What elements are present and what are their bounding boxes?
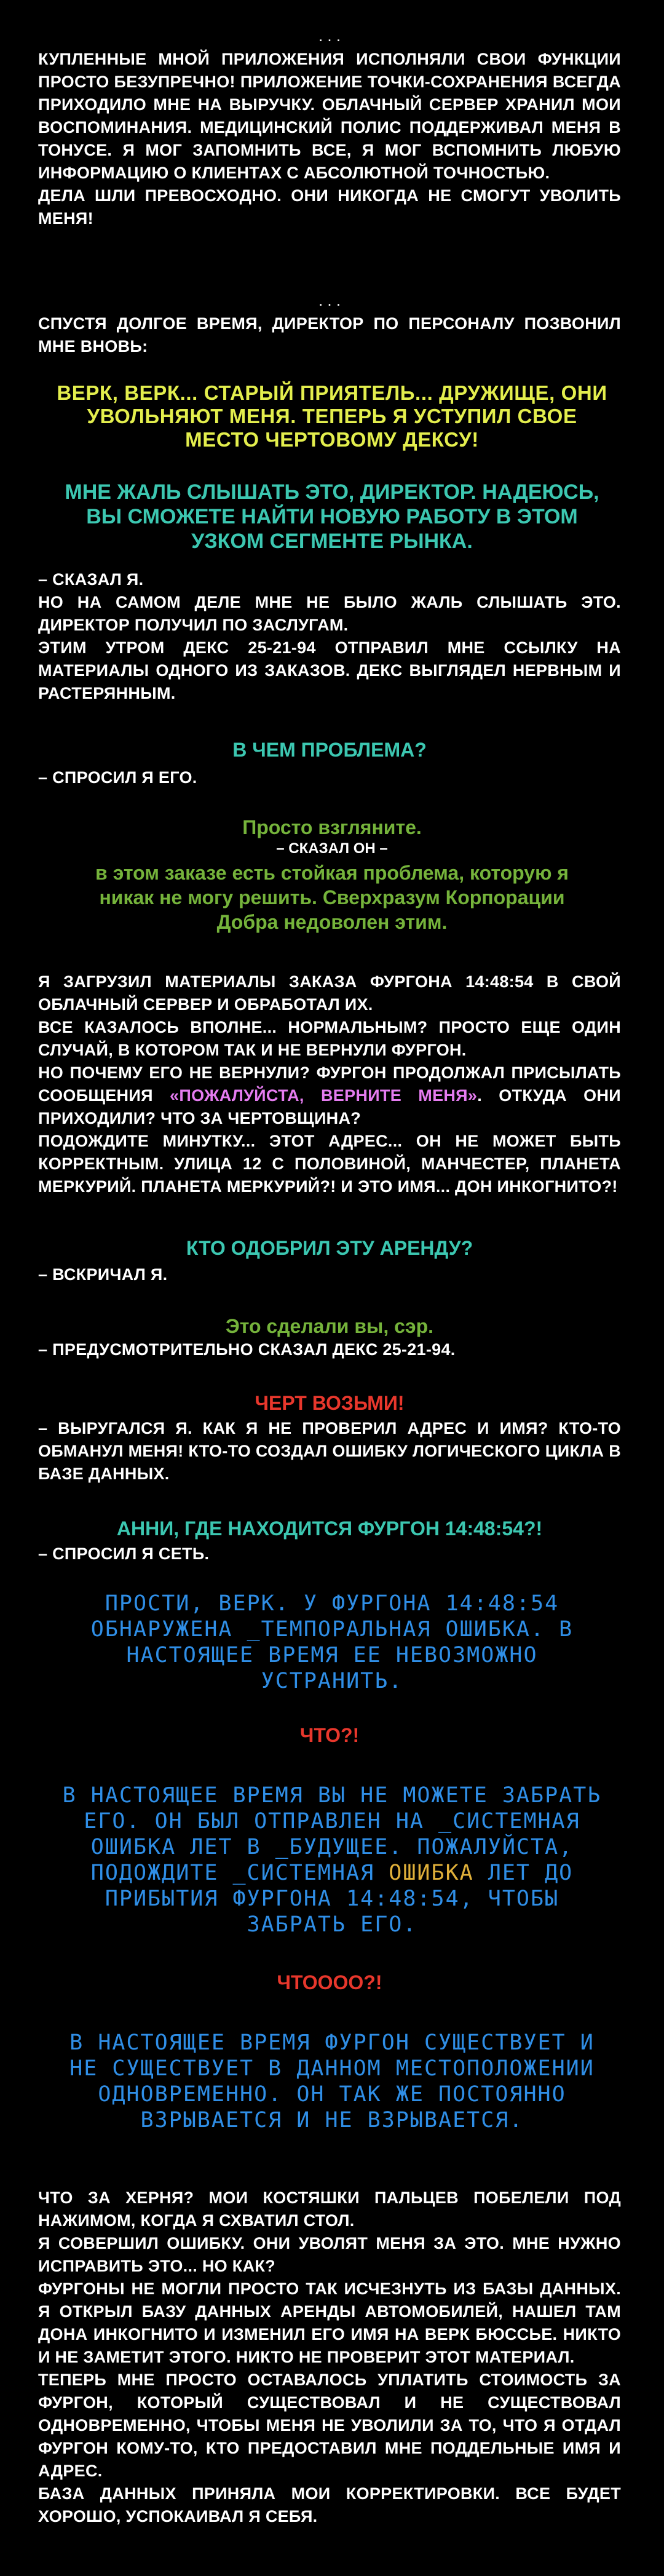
narration: СПУСТЯ ДОЛГОЕ ВРЕМЯ, ДИРЕКТОР ПО ПЕРСОНАЛУ ПОЗВОНИЛ МНЕ ВНОВЬ: (38, 314, 621, 356)
dex-dialogue: Это сделали вы, сэр. (225, 1315, 434, 1337)
dex-dialogue: в этом заказе есть стойкая проблема, которую я никак не могу решить. Сверхразум Корпорации Добра недоволен этим. (95, 862, 569, 933)
dex-reply (38, 1314, 621, 1361)
section-annie (38, 1517, 621, 1565)
narration: КУПЛЕННЫЕ МНОЙ ПРИЛОЖЕНИЯ ИСПОЛНЯЛИ СВОИ ФУНКЦИИ ПРОСТО БЕЗУПРЕЧНО! ПРИЛОЖЕНИЕ ТОЧКИ-СОХРАНЕНИЯ ВСЕГДА ПРИХОДИЛО МНЕ НА ВЫРУЧКУ. ОБЛАЧНЫЙ СЕРВЕР ХРАНИЛ МОИ ВОСПОМИНАНИЯ. МЕДИЦИНСКИЙ ПОЛИС ПОДДЕРЖИВАЛ МЕНЯ В ТОНУСЕ. Я МОГ ЗАПОМНИТЬ ВСЕ, Я МОГ ВСПОМНИТЬ ЛЮБУЮ ИНФОРМАЦИЮ О КЛИЕНТАХ С АБСОЛЮТНОЙ ТОЧНОСТЬЮ. (38, 50, 621, 182)
exclamation-1 (38, 1723, 621, 1747)
narration: – ВЫРУГАЛСЯ Я. КАК Я НЕ ПРОВЕРИЛ АДРЕС И ИМЯ? КТО-ТО ОБМАНУЛ МЕНЯ! КТО-ТО СОЗДАЛ ОШИБКУ ЛОГИЧЕСКОГО ЦИКЛА В БАЗЕ ДАННЫХ. (38, 1419, 621, 1483)
annie-reply-3 (49, 2030, 615, 2133)
section-intro (38, 26, 621, 230)
dex-speech (68, 815, 596, 934)
speech-tag: – ВСКРИЧАЛ Я. (38, 1265, 168, 1284)
section-van-materials (38, 971, 621, 1198)
narration (38, 1062, 621, 1130)
narration: Я СОВЕРШИЛ ОШИБКУ. ОНИ УВОЛЯТ МЕНЯ ЗА ЭТО. МНЕ НУЖНО ИСПРАВИТЬ ЭТО... НО КАК? (38, 2234, 621, 2275)
annie-reply-1 (53, 1591, 611, 1694)
verk-dialogue: В ЧЕМ ПРОБЛЕМА? (232, 739, 427, 761)
narration: БАЗА ДАННЫХ ПРИНЯЛА МОИ КОРРЕКТИРОВКИ. ВСЕ БУДЕТ ХОРОШО, УСПОКАИВАЛ Я СЕБЯ. (38, 2484, 621, 2526)
verk-exclamation: ЧТОООО?! (277, 1971, 382, 1994)
ai-dialogue: ПРОСТИ, ВЕРК. У ФУРГОНА 14:48:54 ОБНАРУЖЕНА _ТЕМПОРАЛЬНАЯ ОШИБКА. В НАСТОЯЩЕЕ ВРЕМЯ ЕЕ НЕВОЗМОЖНО УСТРАНИТЬ. (90, 1591, 574, 1693)
verk-exclamation: ЧТО?! (299, 1724, 360, 1746)
ai-text: ЛЕТ ДО ПРИБЫТИЯ ФУРГОНА 14:48:54, ЧТОБЫ ЗАБРАТЬ ЕГО. (105, 1861, 574, 1937)
scene-break: . . . (318, 291, 341, 309)
narration: ТЕПЕРЬ МНЕ ПРОСТО ОСТАВАЛОСЬ УПЛАТИТЬ СТОИМОСТЬ ЗА ФУРГОН, КОТОРЫЙ СУЩЕСТВОВАЛ И НЕ СУЩЕСТВОВАЛ ОДНОВРЕМЕННО, ЧТОБЫ МЕНЯ НЕ УВОЛИЛИ ЗА ТО, ЧТО Я ОТДАЛ ФУРГОН КОМУ-ТО, КТО ПРЕДОСТАВИЛ МНЕ ПОДДЕЛЬНЫЕ ИМЯ И АДРЕС. (38, 2371, 621, 2480)
director-dialogue: ВЕРК, ВЕРК... СТАРЫЙ ПРИЯТЕЛЬ... ДРУЖИЩЕ, ОНИ УВОЛЬНЯЮТ МЕНЯ. ТЕПЕРЬ Я УСТУПИЛ СВОЕ МЕСТО ЧЕРТОВОМУ ДЕКСУ! (57, 381, 607, 451)
ai-dialogue: В НАСТОЯЩЕЕ ВРЕМЯ ФУРГОН СУЩЕСТВУЕТ И НЕ СУЩЕСТВУЕТ В ДАННОМ МЕСТОПОЛОЖЕНИИ ОДНОВРЕМЕННО. ОН ТАК ЖЕ ПОСТОЯННО ВЗРЫВАЕТСЯ И НЕ ВЗРЫВАЕТСЯ. (69, 2030, 595, 2133)
verk-dialogue: МНЕ ЖАЛЬ СЛЫШАТЬ ЭТО, ДИРЕКТОР. НАДЕЮСЬ, ВЫ СМОЖЕТЕ НАЙТИ НОВУЮ РАБОТУ В ЭТОМ УЗКОМ СЕГМЕНТЕ РЫНКА. (65, 480, 599, 553)
narration: ПОДОЖДИТЕ МИНУТКУ... ЭТОТ АДРЕС... ОН НЕ МОЖЕТ БЫТЬ КОРРЕКТНЫМ. УЛИЦА 12 С ПОЛОВИНОЙ, МАНЧЕСТЕР, ПЛАНЕТА МЕРКУРИЙ. ПЛАНЕТА МЕРКУРИЙ?! И ЭТО ИМЯ... ДОН ИНКОГНИТО?! (38, 1132, 621, 1196)
narration-part: . ОТКУДА ОНИ ПРИХОДИЛИ? ЧТО ЗА ЧЕРТОВЩИНА? (38, 1086, 621, 1127)
narration-part: НО ПОЧЕМУ ЕГО НЕ ВЕРНУЛИ? ФУРГОН ПРОДОЛЖАЛ ПРИСЫЛАТЬ СООБЩЕНИЯ (38, 1063, 621, 1105)
section-damn (38, 1391, 621, 1485)
section-cover-up (38, 2187, 621, 2528)
section-narration-2 (38, 568, 621, 705)
verk-speech (49, 480, 615, 554)
ai-error-text: ОШИБКА (389, 1861, 474, 1885)
speech-tag: – СКАЗАЛ Я. (38, 570, 144, 589)
narration: Я ЗАГРУЗИЛ МАТЕРИАЛЫ ЗАКАЗА ФУРГОНА 14:48:54 В СВОЙ ОБЛАЧНЫЙ СЕРВЕР И ОБРАБОТАЛ ИХ. (38, 972, 621, 1014)
dex-dialogue: Просто взгляните. (242, 816, 422, 838)
director-speech (55, 381, 609, 451)
verk-exclamation: ЧЕРТ ВОЗЬМИ! (255, 1392, 405, 1414)
speech-tag: – ПРЕДУСМОТРИТЕЛЬНО СКАЗАЛ ДЕКС 25-21-94. (38, 1340, 456, 1359)
annie-reply-2 (53, 1783, 611, 1938)
narration: ДЕЛА ШЛИ ПРЕВОСХОДНО. ОНИ НИКОГДА НЕ СМОГУТ УВОЛИТЬ МЕНЯ! (38, 186, 621, 228)
ai-text: В НАСТОЯЩЕЕ ВРЕМЯ ВЫ НЕ МОЖЕТЕ ЗАБРАТЬ ЕГО. ОН БЫЛ ОТПРАВЛЕН НА _СИСТЕМНАЯ ОШИБКА ЛЕТ В _БУДУЩЕЕ. ПОЖАЛУЙСТА, ПОДОЖДИТЕ _СИСТЕМНАЯ (62, 1783, 602, 1885)
verk-dialogue: АННИ, ГДЕ НАХОДИТСЯ ФУРГОН 14:48:54?! (116, 1517, 543, 1540)
section-problem (38, 738, 621, 789)
narration: НО НА САМОМ ДЕЛЕ МНЕ НЕ БЫЛО ЖАЛЬ СЛЫШАТЬ ЭТО. ДИРЕКТОР ПОЛУЧИЛ ПО ЗАСЛУГАМ. (38, 593, 621, 634)
van-message: «ПОЖАЛУЙСТА, ВЕРНИТЕ МЕНЯ» (170, 1086, 478, 1105)
exclamation-2 (38, 1971, 621, 1994)
scene-break: . . . (318, 26, 341, 45)
narration: ЧТО ЗА ХЕРНЯ? МОИ КОСТЯШКИ ПАЛЬЦЕВ ПОБЕЛЕЛИ ПОД НАЖИМОМ, КОГДА Я СХВАТИЛ СТОЛ. (38, 2188, 621, 2230)
speech-tag: – СПРОСИЛ Я СЕТЬ. (38, 1544, 210, 1563)
narration: ВСЕ КАЗАЛОСЬ ВПОЛНЕ... НОРМАЛЬНЫМ? ПРОСТО ЕЩЕ ОДИН СЛУЧАЙ, В КОТОРОМ ТАК И НЕ ВЕРНУЛИ ФУРГОН. (38, 1018, 621, 1059)
speech-tag: – СКАЗАЛ ОН – (276, 840, 388, 857)
ai-dialogue (53, 1783, 611, 1938)
section-who-approved (38, 1236, 621, 1286)
verk-dialogue: КТО ОДОБРИЛ ЭТУ АРЕНДУ? (186, 1237, 473, 1259)
section-director-call (38, 291, 621, 358)
speech-tag: – СПРОСИЛ Я ЕГО. (38, 768, 197, 787)
narration: ФУРГОНЫ НЕ МОГЛИ ПРОСТО ТАК ИСЧЕЗНУТЬ ИЗ БАЗЫ ДАННЫХ. Я ОТКРЫЛ БАЗУ ДАННЫХ АРЕНДЫ АВТОМОБИЛЕЙ, НАШЕЛ ТАМ ДОНА ИНКОГНИТО И ИЗМЕНИЛ ЕГО ИМЯ НА ВЕРК БЮССЬЕ. НИКТО И НЕ ЗАМЕТИТ ЭТОГО. НИКТО НЕ ПРОВЕРИТ ЭТОТ МАТЕРИАЛ. (38, 2280, 621, 2366)
narration: ЭТИМ УТРОМ ДЕКС 25-21-94 ОТПРАВИЛ МНЕ ССЫЛКУ НА МАТЕРИАЛЫ ОДНОГО ИЗ ЗАКАЗОВ. ДЕКС ВЫГЛЯДЕЛ НЕРВНЫМ И РАСТЕРЯННЫМ. (38, 638, 621, 702)
